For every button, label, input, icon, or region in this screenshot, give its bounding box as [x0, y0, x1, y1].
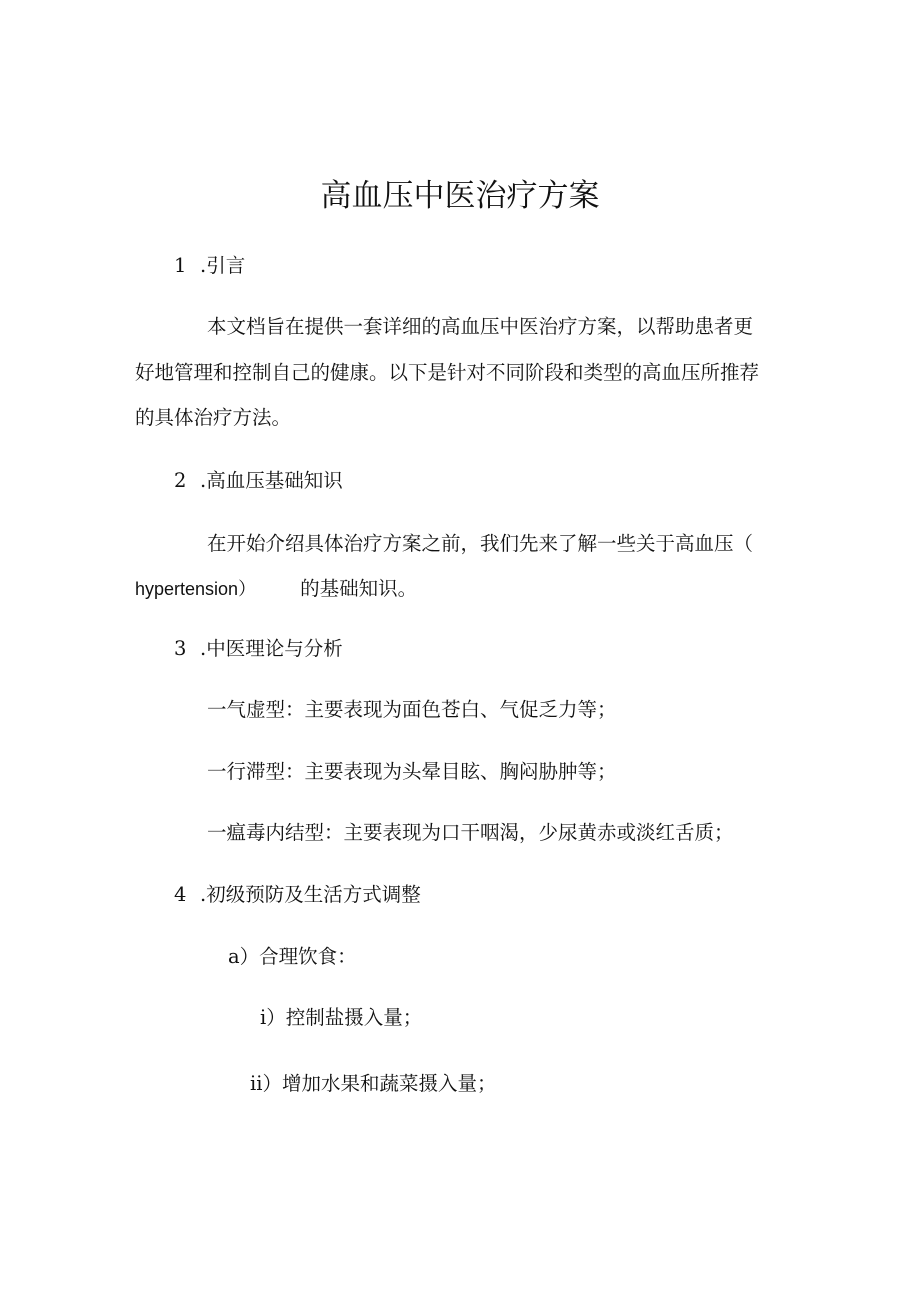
section-2-paragraph-line-2-rest: 的基础知识。 — [300, 577, 418, 600]
section-3-bullet-1: 一气虚型：主要表现为面色苍白、气促乏力等； — [207, 698, 617, 721]
section-4-heading — [174, 882, 421, 908]
section-1-paragraph-line-2: 好地管理和控制自己的健康。以下是针对不同阶段和类型的高血压所推荐 — [135, 361, 760, 384]
section-3-number: 3 — [174, 637, 187, 660]
section-2-heading-text: .高血压基础知识 — [200, 469, 343, 492]
section-2-number: 2 — [174, 469, 187, 492]
section-3-bullet-3: 一瘟毒内结型：主要表现为口干咽渴，少尿黄赤或淡红舌质； — [207, 821, 734, 844]
section-1-paragraph-line-3: 的具体治疗方法。 — [135, 406, 292, 429]
section-1-heading-text: .引言 — [200, 254, 246, 277]
section-1-heading — [174, 253, 245, 279]
section-1-number: 1 — [174, 254, 187, 277]
section-3-bullet-2: 一行滞型：主要表现为头晕目眩、胸闷胁肿等； — [207, 760, 617, 783]
section-3-heading — [174, 636, 343, 662]
section-1-paragraph-line-1: 本文档旨在提供一套详细的高血压中医治疗方案，以帮助患者更 — [207, 315, 754, 338]
hypertension-term: hypertension） — [135, 579, 257, 599]
document-title: 高血压中医治疗方案 — [320, 178, 600, 214]
section-3-heading-text: .中医理论与分析 — [200, 637, 343, 660]
section-2-paragraph-line-1: 在开始介绍具体治疗方案之前，我们先来了解一些关于高血压（ — [207, 532, 754, 555]
section-2-heading — [174, 468, 343, 494]
section-4-number: 4 — [174, 883, 187, 906]
section-2-paragraph-line-2 — [135, 576, 417, 602]
section-4-heading-text: .初级预防及生活方式调整 — [200, 883, 421, 906]
section-4-item-i: i）控制盐摄入量； — [260, 1006, 423, 1029]
section-4-item-a: a）合理饮食： — [228, 945, 357, 968]
section-4-item-ii: ii）增加水果和蔬菜摄入量； — [250, 1072, 497, 1095]
